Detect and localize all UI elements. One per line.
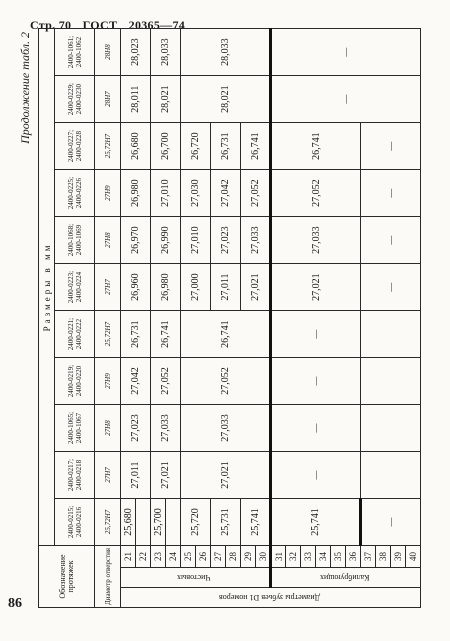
table-row (151, 29, 166, 608)
designation-cell: 2400-0215; 2400-0216 (55, 499, 95, 546)
value-cell: 25,741 (271, 499, 361, 546)
value-cell: 27,021 (271, 264, 361, 311)
dash-cell: — (271, 29, 421, 76)
designation-cell: 2400-0223; 2400-0224 (55, 264, 95, 311)
value-cell: 28,021 (151, 76, 181, 123)
value-cell: 26,960 (121, 264, 151, 311)
standard-label: ГОСТ (82, 18, 118, 32)
diameter-cell: 27H7 (95, 452, 121, 499)
value-cell: 27,030 (181, 170, 211, 217)
group-label-teeth-text: Диаметры зубьев D1 номеров (218, 593, 321, 602)
value-cell: 25,680 (121, 499, 136, 546)
dash-cell: — (271, 311, 361, 358)
designation-cell: 2400-1065; 2400-1067 (55, 405, 95, 452)
diameter-cell: 28H7 (95, 76, 121, 123)
empty-cell (361, 452, 421, 499)
table-row (181, 29, 196, 608)
row-number: 33 (301, 545, 316, 567)
value-cell: 26,970 (121, 217, 151, 264)
row-number: 34 (316, 545, 331, 567)
empty-cell (136, 499, 151, 546)
diameter-cell: 25,72H7 (95, 123, 121, 170)
value-cell: 27,010 (181, 217, 211, 264)
row-number: 22 (136, 545, 151, 567)
value-cell: 25,720 (181, 499, 211, 546)
value-cell: 26,680 (121, 123, 151, 170)
table-title: Размеры в мм (39, 29, 55, 546)
row-number: 39 (391, 545, 406, 567)
diameter-header: Диаметр отверстия (95, 545, 121, 607)
group-label-calibrating (271, 568, 421, 588)
table-row (271, 29, 286, 608)
value-cell: 27,052 (271, 170, 361, 217)
dash-cell: — (361, 170, 421, 217)
value-cell: 27,052 (241, 170, 271, 217)
value-cell: 27,021 (181, 452, 271, 499)
designation-cell: 2400-0227; 2400-0228 (55, 123, 95, 170)
group-label-cleaning (121, 568, 271, 588)
group-label-teeth (121, 588, 421, 608)
value-cell: 27,042 (211, 170, 241, 217)
diameter-cell: 27H8 (95, 217, 121, 264)
value-cell: 26,731 (121, 311, 151, 358)
value-cell: 27,052 (151, 358, 181, 405)
value-cell: 28,033 (151, 29, 181, 76)
row-number: 30 (256, 545, 271, 567)
value-cell: 27,010 (151, 170, 181, 217)
row-number: 35 (331, 545, 346, 567)
value-cell: 27,011 (121, 452, 151, 499)
value-cell: 28,033 (181, 29, 271, 76)
row-number: 36 (346, 545, 361, 567)
designation-header: Обозначение протяжек (39, 545, 95, 607)
row-number: 21 (121, 545, 136, 567)
value-cell: 28,023 (121, 29, 151, 76)
value-cell: 28,011 (121, 76, 151, 123)
value-cell: 26,720 (181, 123, 211, 170)
table-row (121, 29, 136, 608)
diameter-cell: 25,72H7 (95, 311, 121, 358)
diameter-cell: 27H7 (95, 264, 121, 311)
dash-cell: — (271, 76, 421, 123)
empty-cell (361, 405, 421, 452)
dash-cell: — (271, 405, 361, 452)
row-number: 37 (361, 545, 376, 567)
row-number: 27 (211, 545, 226, 567)
row-number: 28 (226, 545, 241, 567)
designation-cell: 2400-0229; 2400-0230 (55, 76, 95, 123)
designation-cell: 2400-0219; 2400-0220 (55, 358, 95, 405)
designation-cell: 2400-1068; 2400-1069 (55, 217, 95, 264)
row-number: 25 (181, 545, 196, 567)
row-number: 32 (286, 545, 301, 567)
table-rotation-frame (20, 28, 430, 608)
diameter-cell: 28H8 (95, 29, 121, 76)
diameter-cell: 27H9 (95, 358, 121, 405)
dash-cell: — (271, 358, 361, 405)
value-cell: 27,033 (241, 217, 271, 264)
value-cell: 27,052 (181, 358, 271, 405)
value-cell: 26,980 (121, 170, 151, 217)
value-cell: 26,741 (181, 311, 271, 358)
value-cell: 27,033 (271, 217, 361, 264)
value-cell: 27,033 (181, 405, 271, 452)
row-number: 23 (151, 545, 166, 567)
row-number: 24 (166, 545, 181, 567)
rotated-table-area (20, 28, 430, 608)
row-number: 31 (271, 545, 286, 567)
value-cell: 27,033 (151, 405, 181, 452)
value-cell: 26,700 (151, 123, 181, 170)
value-cell: 25,741 (241, 499, 271, 546)
value-cell: 26,980 (151, 264, 181, 311)
empty-cell (166, 499, 181, 546)
row-number: 29 (241, 545, 256, 567)
dimensions-table (38, 28, 421, 608)
value-cell: 27,023 (121, 405, 151, 452)
row-number: 26 (196, 545, 211, 567)
diameter-cell: 27H8 (95, 405, 121, 452)
value-cell: 27,042 (121, 358, 151, 405)
designation-cell: 2400-0221; 2400-0222 (55, 311, 95, 358)
empty-cell (361, 358, 421, 405)
value-cell: 27,011 (211, 264, 241, 311)
value-cell: 26,741 (151, 311, 181, 358)
diameter-cell: 25,72H7 (95, 499, 121, 546)
value-cell: 26,731 (211, 123, 241, 170)
value-cell: 27,021 (241, 264, 271, 311)
dash-cell: — (361, 217, 421, 264)
row-number: 40 (406, 545, 421, 567)
continuation-label: Продолжение табл. 2 (18, 32, 32, 144)
value-cell: 27,000 (181, 264, 211, 311)
value-cell: 25,731 (211, 499, 241, 546)
row-number: 38 (376, 545, 391, 567)
value-cell: 28,021 (181, 76, 271, 123)
value-cell: 26,990 (151, 217, 181, 264)
dash-cell: — (361, 499, 421, 546)
dash-cell: — (361, 123, 421, 170)
folio-number: 86 (8, 596, 22, 611)
value-cell: 27,023 (211, 217, 241, 264)
group-label-cleaning-text: Чистовых (177, 573, 211, 582)
empty-cell (361, 311, 421, 358)
designation-cell: 2400-0217; 2400-0218 (55, 452, 95, 499)
standard-number: 20365—74 (128, 18, 186, 32)
value-cell: 27,021 (151, 452, 181, 499)
dash-cell: — (271, 452, 361, 499)
dash-cell: — (361, 264, 421, 311)
designation-cell: 2400-0225; 2400-0226 (55, 170, 95, 217)
diameter-cell: 27H9 (95, 170, 121, 217)
value-cell: 25,700 (151, 499, 166, 546)
group-label-calibrating-text: Калибрующих (320, 573, 370, 582)
value-cell: 26,741 (271, 123, 361, 170)
value-cell: 26,741 (241, 123, 271, 170)
page-number: Стр. 70 (30, 18, 72, 32)
designation-cell: 2400-1061; 2400-1062 (55, 29, 95, 76)
